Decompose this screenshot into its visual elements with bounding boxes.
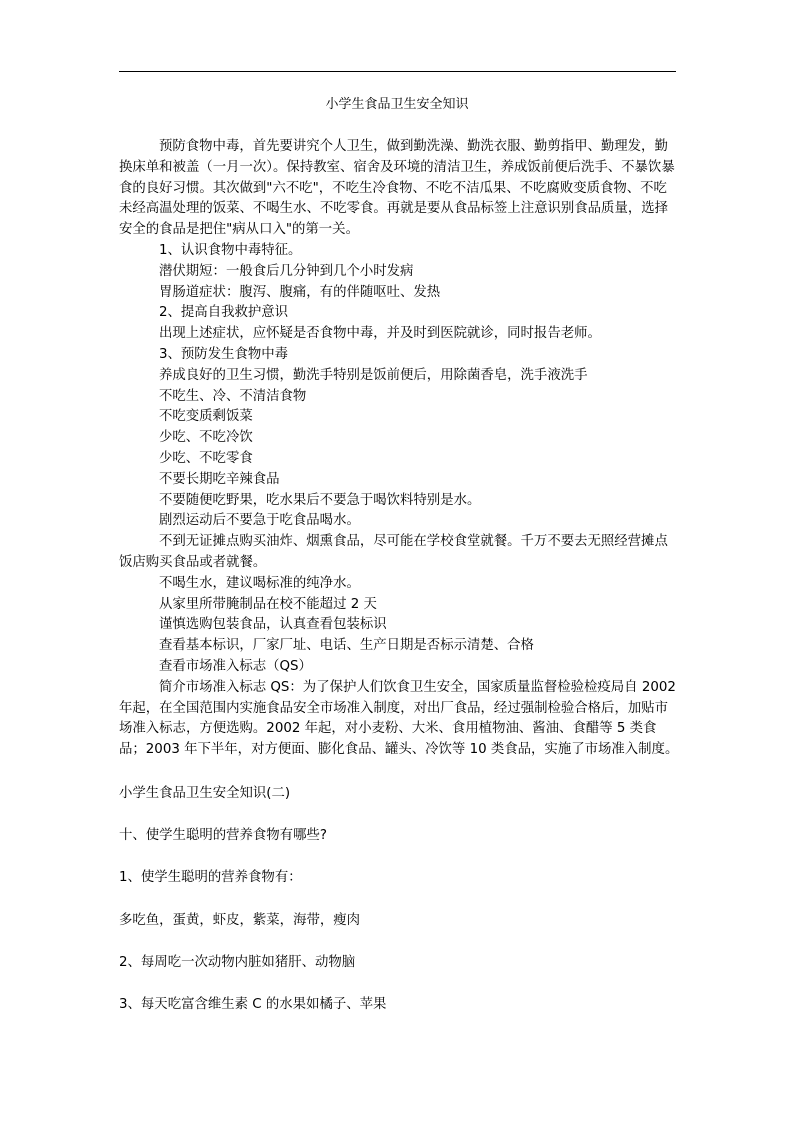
list-item: 2、每周吃一次动物内脏如猪肝、动物脑 [119, 954, 356, 970]
part-two [119, 784, 679, 1016]
list-item: 出现上述症状，应怀疑是否食物中毒，并及时到医院就诊，同时报告老师。 [159, 326, 601, 342]
list-item: 胃肠道症状：腹泻、腹痛，有的伴随呕吐、发热 [159, 284, 441, 300]
list-item: 查看市场准入标志（QS） [159, 658, 312, 674]
list-item: 2、提高自我救护意识 [159, 305, 289, 321]
list-item: 不吃生、冷、不清洁食物 [159, 388, 307, 404]
list-item: 3、预防发生食物中毒 [159, 346, 289, 362]
page-title: 小学生食品卫生安全知识 [325, 97, 469, 112]
list-item: 养成良好的卫生习惯，勤洗手特别是饭前便后，用除菌香皂，洗手液洗手 [159, 367, 588, 383]
list-item: 少吃、不吃零食 [159, 450, 253, 466]
vendor-paragraph: 不到无证摊点购买油炸、烟熏食品，尽可能在学校食堂就餐。千万不要去无照经营摊点饭店购买食品或者就餐。 [119, 534, 668, 570]
list-item: 剧烈运动后不要急于吃食品喝水。 [159, 513, 360, 529]
section-heading: 小学生食品卫生安全知识(二) [119, 786, 291, 801]
list-item: 从家里所带腌制品在校不能超过 2 天 [159, 596, 377, 612]
list-item: 谨慎选购包装食品，认真查看包装标识 [159, 617, 387, 633]
list-item: 1、使学生聪明的营养食物有： [119, 870, 302, 886]
list-item: 3、每天吃富含维生素 C 的水果如橘子、苹果 [119, 996, 387, 1012]
list-item: 多吃鱼，蛋黄，虾皮，紫菜，海带，瘦肉 [119, 912, 361, 928]
question-heading: 十、使学生聪明的营养食物有哪些? [119, 828, 327, 844]
list-item: 少吃、不吃冷饮 [159, 430, 253, 446]
intro-paragraph: 预防食物中毒，首先要讲究个人卫生，做到勤洗澡、勤洗衣服、勤剪指甲、勤理发，勤换床单和被盖（一月一次）。保持教室、宿舍及环境的清洁卫生，养成饭前便后洗手、不暴饮暴食的良好习惯。其次做到"六不吃"，不吃生冷食物、不吃不洁瓜果、不吃腐败变质食物、不吃未经高温处理的饭菜、不喝生水、不吃零食。再就是要从食品标签上注意识别食品质量，选择安全的食品是把住"病从口入"的第一关。 [119, 139, 675, 238]
header-rule [119, 71, 676, 72]
list-item: 不吃变质剩饭菜 [159, 409, 253, 425]
list-item: 不喝生水，建议喝标准的纯净水。 [159, 575, 360, 591]
list-item: 查看基本标识，厂家厂址、电话、生产日期是否标示清楚、合格 [159, 638, 534, 654]
list-item: 1、认识食物中毒特征。 [159, 242, 302, 258]
document-body [119, 137, 679, 761]
qs-paragraph: 简介市场准入标志 QS：为了保护人们饮食卫生安全，国家质量监督检验检疫局自 2002 年起，在全国范围内实施食品安全市场准入制度，对出厂食品，经过强制检验合格后，加贴市场准入标志，方便选购。2002 年起，对小麦粉、大米、食用植物油、酱油、食醋等 5 类食品；2003 年下半年，对方便面、膨化食品、罐头、冷饮等 10 类食品，实施了市场准入制度。 [119, 679, 679, 758]
list-item: 潜伏期短：一般食后几分钟到几个小时发病 [159, 263, 414, 279]
list-item: 不要长期吃辛辣食品 [159, 471, 280, 487]
list-item: 不要随便吃野果，吃水果后不要急于喝饮料特别是水。 [159, 492, 481, 508]
